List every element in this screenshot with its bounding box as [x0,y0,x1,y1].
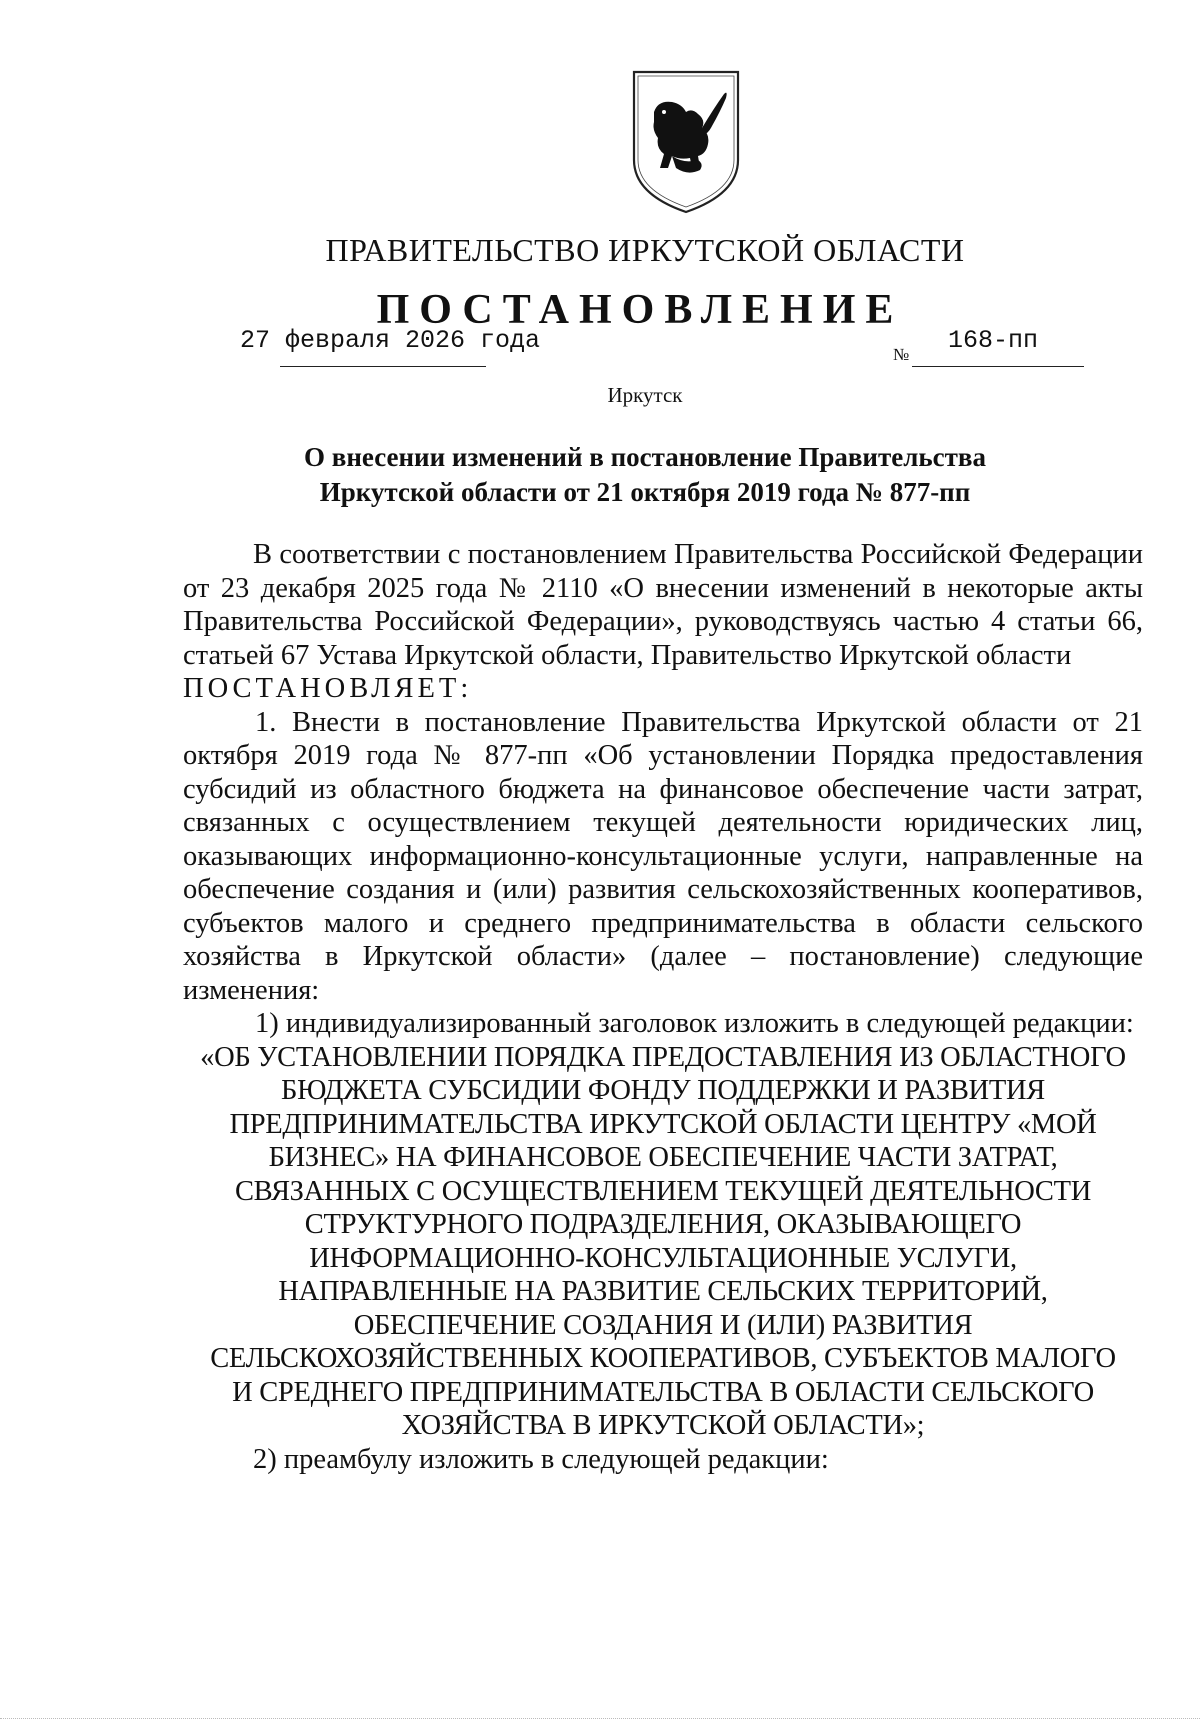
decree-word: ПОСТАНОВЛЯЕТ: [183,673,473,704]
new-heading-block [183,1041,1143,1443]
document-title-line-2: Иркутской области от 21 октября 2019 года № 877-пп [319,477,971,507]
new-heading-line: ПРЕДПРИНИМАТЕЛЬСТВА ИРКУТСКОЙ ОБЛАСТИ ЦЕНТРУ «МОЙ [229,1108,1097,1140]
new-heading-line: СВЯЗАННЫХ С ОСУЩЕСТВЛЕНИЕМ ТЕКУЩЕЙ ДЕЯТЕЛЬНОСТИ [234,1175,1092,1207]
document-body [183,538,1143,1476]
scan-edge-noise [0,1718,1200,1722]
new-heading-line: ОБЕСПЕЧЕНИЕ СОЗДАНИЯ И (ИЛИ) РАЗВИТИЯ [353,1309,973,1341]
new-heading-line: «ОБ УСТАНОВЛЕНИИ ПОРЯДКА ПРЕДОСТАВЛЕНИЯ ИЗ ОБЛАСТНОГО [200,1041,1126,1073]
preamble-paragraph: В соответствии с постановлением Правительства Российской Федерации от 23 декабря 2025 года № 2110 «О внесении изменений в некоторые акты Правительства Российской Федерации», руководствуясь частью 4 статьи 66, статьей 67 Устава Иркутской области, Правительство Иркутской области [183,539,1143,671]
new-heading-line: СТРУКТУРНОГО ПОДРАЗДЕЛЕНИЯ, ОКАЗЫВАЮЩЕГО [304,1209,1022,1240]
new-heading-line: НАПРАВЛЕННЫЕ НА РАЗВИТИЕ СЕЛЬСКИХ ТЕРРИТОРИЙ, [278,1276,1048,1307]
number-underline [912,366,1084,367]
document-type: ПОСТАНОВЛЕНИЕ [376,287,904,333]
new-heading-line: СЕЛЬСКОХОЗЯЙСТВЕННЫХ КООПЕРАТИВОВ, СУБЪЕКТОВ МАЛОГО [210,1343,1116,1374]
new-heading-line: ИНФОРМАЦИОННО-КОНСУЛЬТАЦИОННЫЕ УСЛУГИ, [309,1242,1017,1274]
document-city: Иркутск [607,383,683,407]
number-sign: № [893,345,910,364]
government-name: ПРАВИТЕЛЬСТВО ИРКУТСКОЙ ОБЛАСТИ [325,232,965,268]
new-heading-line: БЮДЖЕТА СУБСИДИИ ФОНДУ ПОДДЕРЖКИ И РАЗВИТИЯ [281,1075,1045,1106]
subitem-1-paragraph: 1) индивидуализированный заголовок изложить в следующей редакции: [255,1008,1134,1039]
irkutsk-coat-of-arms-icon [628,68,744,216]
item-1-paragraph: 1. Внести в постановление Правительства Иркутской области от 21 октября 2019 года № 877-пп «Об установлении Порядка предоставления субсидий из областного бюджета на финансовое обеспечение части затрат, связанных с осуществлением текущей деятельности юридических лиц, оказывающих информационно-консультационные услуги, направленные на обеспечение создания и (или) развития сельскохозяйственных кооперативов, субъектов малого и среднего предпринимательства в области сельского хозяйства в Иркутской области» (далее – постановление) следующие изменения: [183,706,1143,1006]
date-underline [280,366,486,367]
document-number: 168-пп [948,326,1039,355]
document-date: 27 февраля 2026 года [240,326,541,355]
new-heading-line: ХОЗЯЙСТВА В ИРКУТСКОЙ ОБЛАСТИ»; [401,1410,925,1441]
document-title-line-1: О внесении изменений в постановление Правительства [304,442,986,472]
new-heading-line: И СРЕДНЕГО ПРЕДПРИНИМАТЕЛЬСТВА В ОБЛАСТИ СЕЛЬСКОГО [232,1376,1094,1408]
subitem-2-paragraph: 2) преамбулу изложить в следующей редакции: [253,1443,829,1475]
new-heading-line: БИЗНЕС» НА ФИНАНСОВОЕ ОБЕСПЕЧЕНИЕ ЧАСТИ ЗАТРАТ, [268,1142,1058,1173]
document-title [0,440,1200,510]
